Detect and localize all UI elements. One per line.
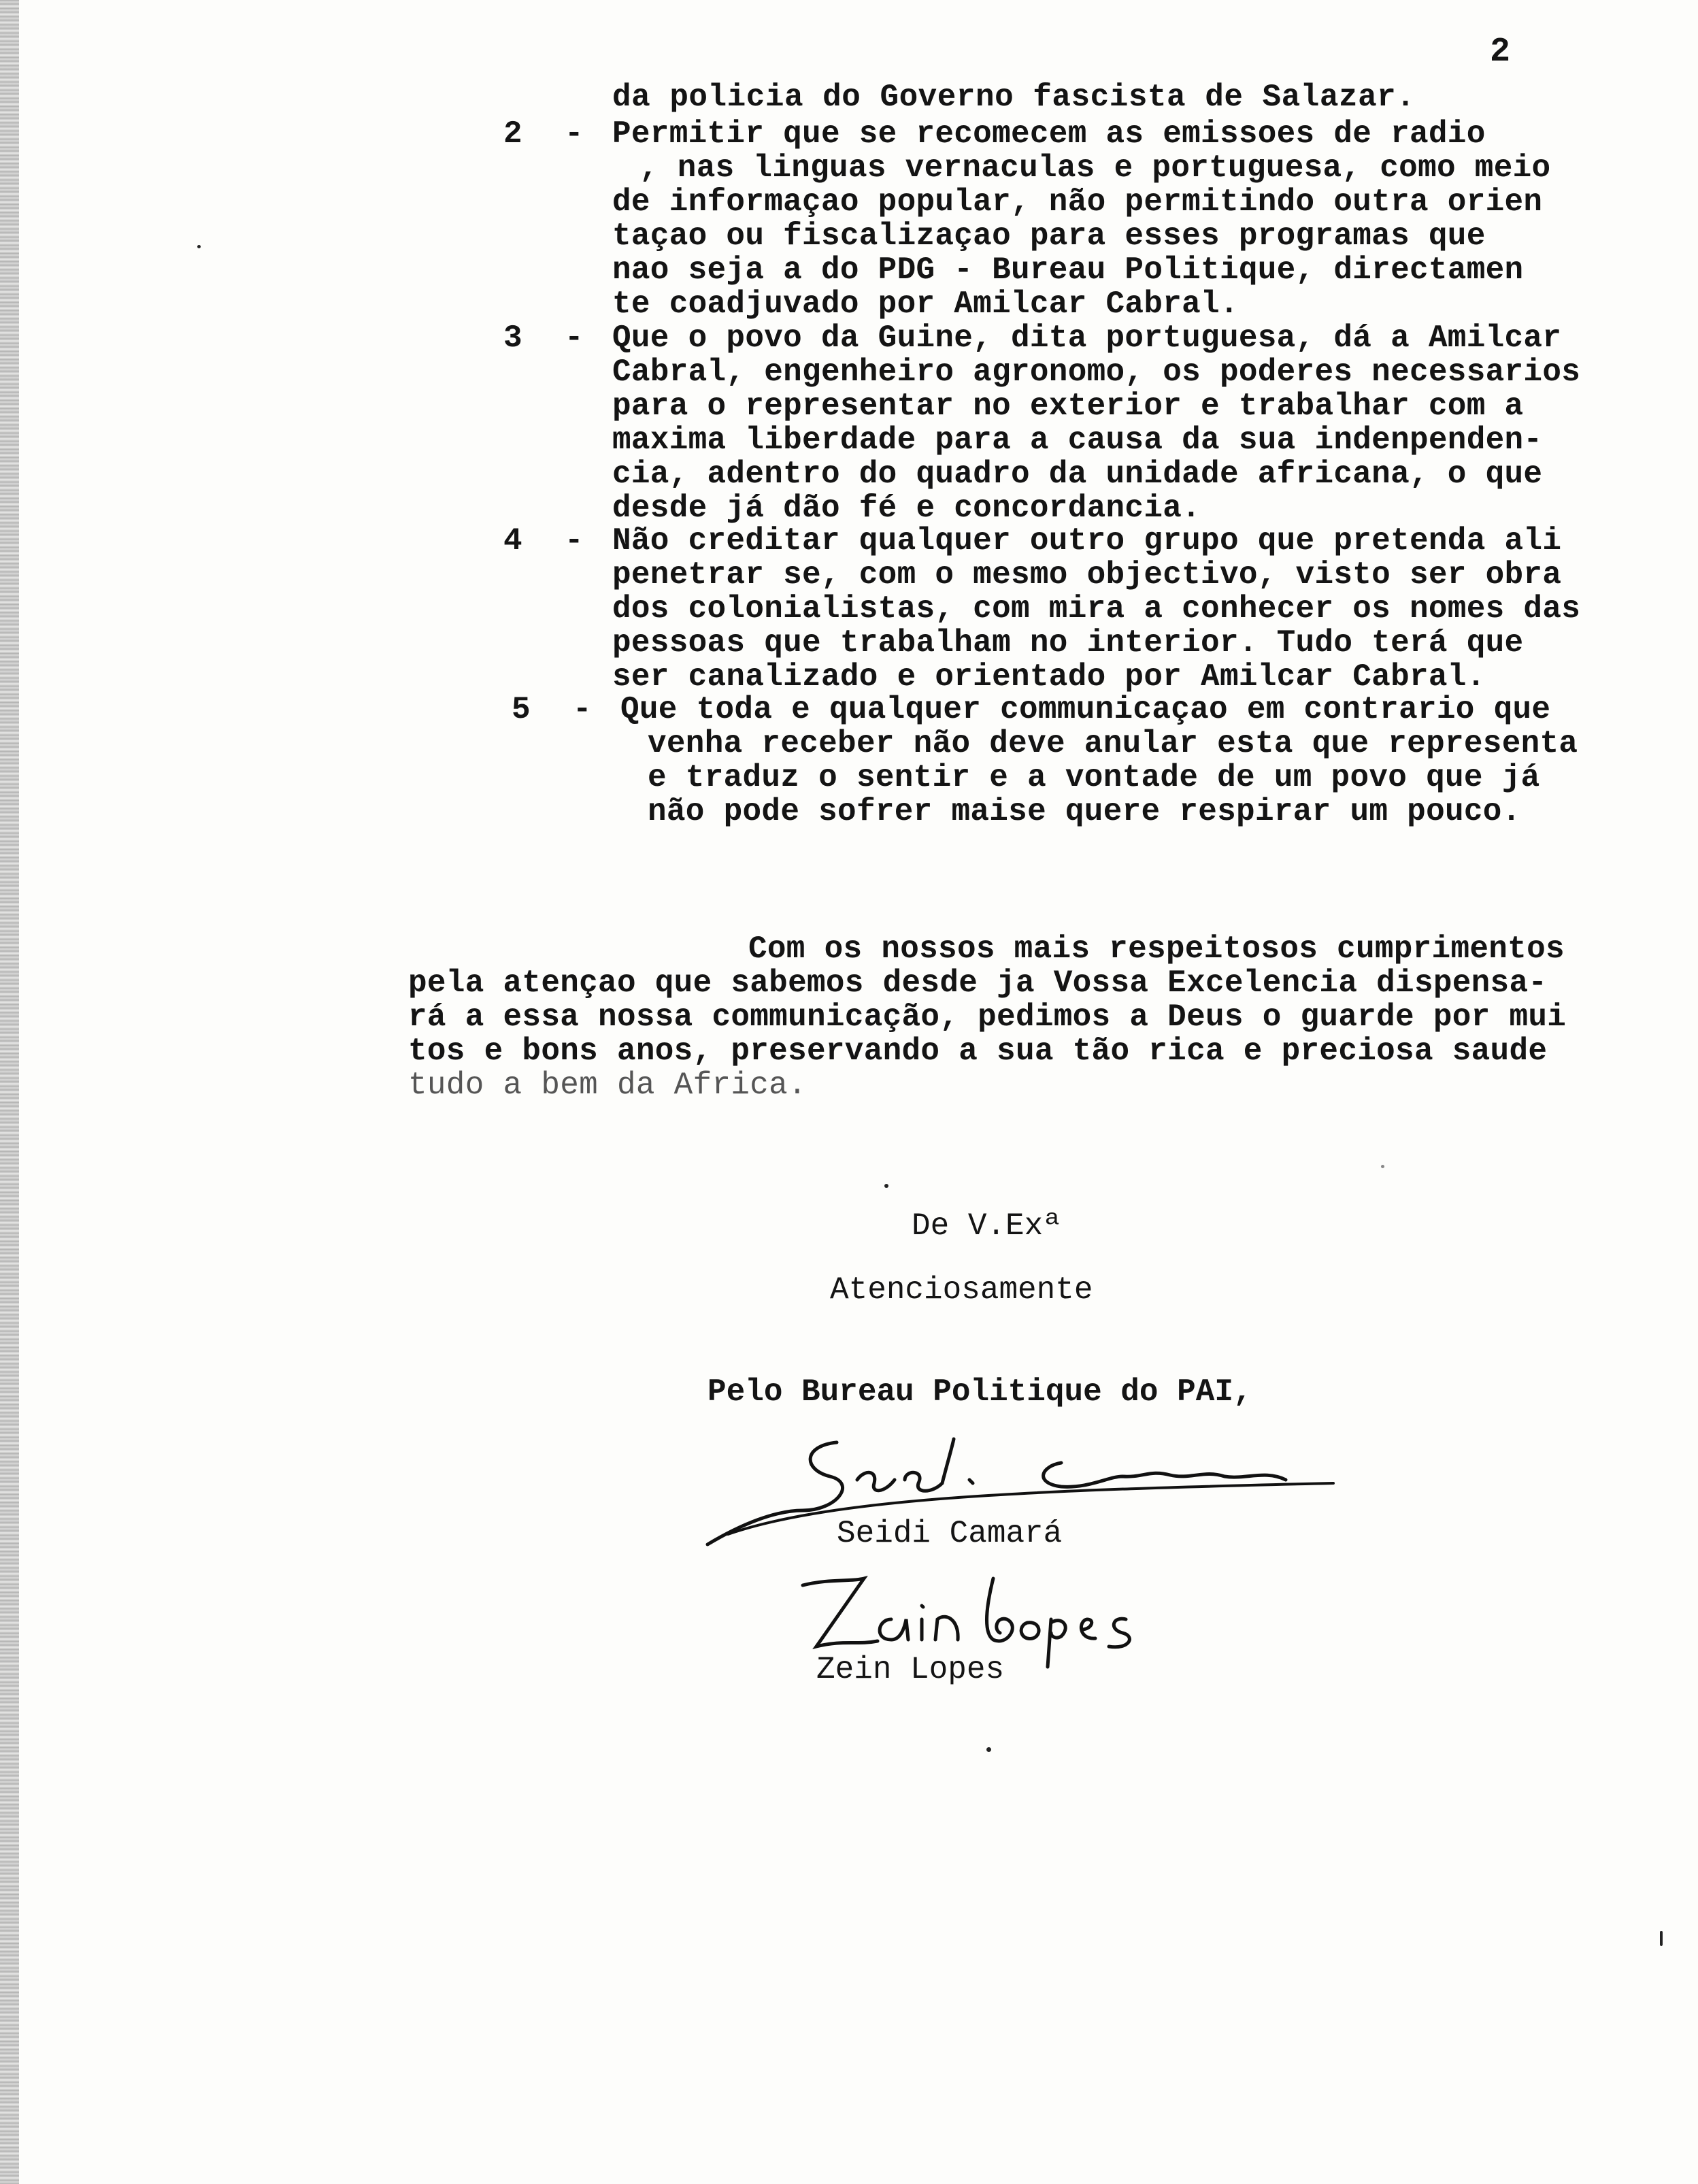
item-dash: - [565, 523, 584, 559]
signatory-name: Seidi Camará [837, 1516, 1063, 1551]
scan-speck [1660, 1931, 1663, 1946]
item-number: 4 [503, 523, 522, 559]
scan-edge [0, 0, 19, 2184]
item-line: , nas linguas vernaculas e portuguesa, como meio [639, 150, 1551, 186]
item-line: pessoas que trabalham no interior. Tudo terá que [612, 625, 1524, 661]
scan-speck [197, 245, 201, 248]
item-number: 2 [503, 116, 522, 152]
item-number: 3 [503, 320, 522, 356]
item-line: Permitir que se recomecem as emissoes de radio [612, 116, 1486, 152]
item-line: para o representar no exterior e trabalhar com a [612, 388, 1524, 424]
item-line: taçao ou fiscalizaçao para esses programas que [612, 218, 1486, 254]
scan-speck [1381, 1165, 1384, 1168]
item-line: desde já dão fé e concordancia. [612, 491, 1201, 526]
scan-speck [884, 1184, 888, 1188]
item-text [612, 117, 1550, 321]
item-dash: - [565, 116, 584, 152]
item-line: te coadjuvado por Amilcar Cabral. [612, 286, 1239, 322]
closing-paragraph [408, 932, 1566, 1102]
item-line: ser canalizado e orientado por Amilcar Cabral. [612, 659, 1486, 695]
closing-line: tos e bons anos, preservando a sua tão rica e preciosa saude [408, 1033, 1548, 1069]
item-line: venha receber não deve anular esta que representa [648, 726, 1578, 761]
closing-line: rá a essa nossa communicação, pedimos a Deus o guarde por mui [408, 999, 1567, 1035]
item-line: penetrar se, com o mesmo objectivo, visto ser obra [612, 557, 1562, 593]
item-text [612, 524, 1580, 694]
item-line: Que o povo da Guine, dita portuguesa, dá a Amilcar [612, 320, 1562, 356]
item-dash: - [573, 692, 592, 727]
valediction: Atenciosamente [830, 1272, 1093, 1308]
item-text [620, 693, 1578, 829]
closing-line: tudo a bem da Africa. [408, 1068, 807, 1103]
signatory-name: Zein Lopes [816, 1652, 1005, 1687]
scan-speck [986, 1747, 991, 1752]
on-behalf-line: Pelo Bureau Politique do PAI, [708, 1374, 1252, 1410]
item-line: dos colonialistas, com mira a conhecer os nomes das [612, 591, 1581, 627]
item-line: nao seja a do PDG - Bureau Politique, directamen [612, 252, 1524, 288]
item-line: não pode sofrer maise quere respirar um pouco. [648, 794, 1521, 829]
salutation: De V.Exª [912, 1208, 1062, 1244]
continued-line: da policia do Governo fascista de Salazar. [612, 80, 1416, 115]
item-line: Não creditar qualquer outro grupo que pretenda ali [612, 523, 1562, 559]
item-line: Cabral, engenheiro agronomo, os poderes necessarios [612, 354, 1581, 390]
item-line: de informaçao popular, não permitindo outra orien [612, 184, 1543, 220]
item-number: 5 [512, 692, 531, 727]
item-line: maxima liberdade para a causa da sua indenpenden- [612, 423, 1543, 458]
item-line: e traduz o sentir e a vontade de um povo que já [648, 760, 1540, 795]
closing-line: pela atençao que sabemos desde ja Vossa Excelencia dispensa- [408, 965, 1548, 1001]
item-text [612, 321, 1580, 525]
page-number: 2 [1490, 33, 1511, 71]
item-dash: - [565, 320, 584, 356]
item-line: Que toda e qualquer communicaçao em contrario que [620, 692, 1551, 727]
item-line: cia, adentro do quadro da unidade africana, o que [612, 457, 1543, 492]
closing-line: Com os nossos mais respeitosos cumprimentos [748, 931, 1565, 967]
